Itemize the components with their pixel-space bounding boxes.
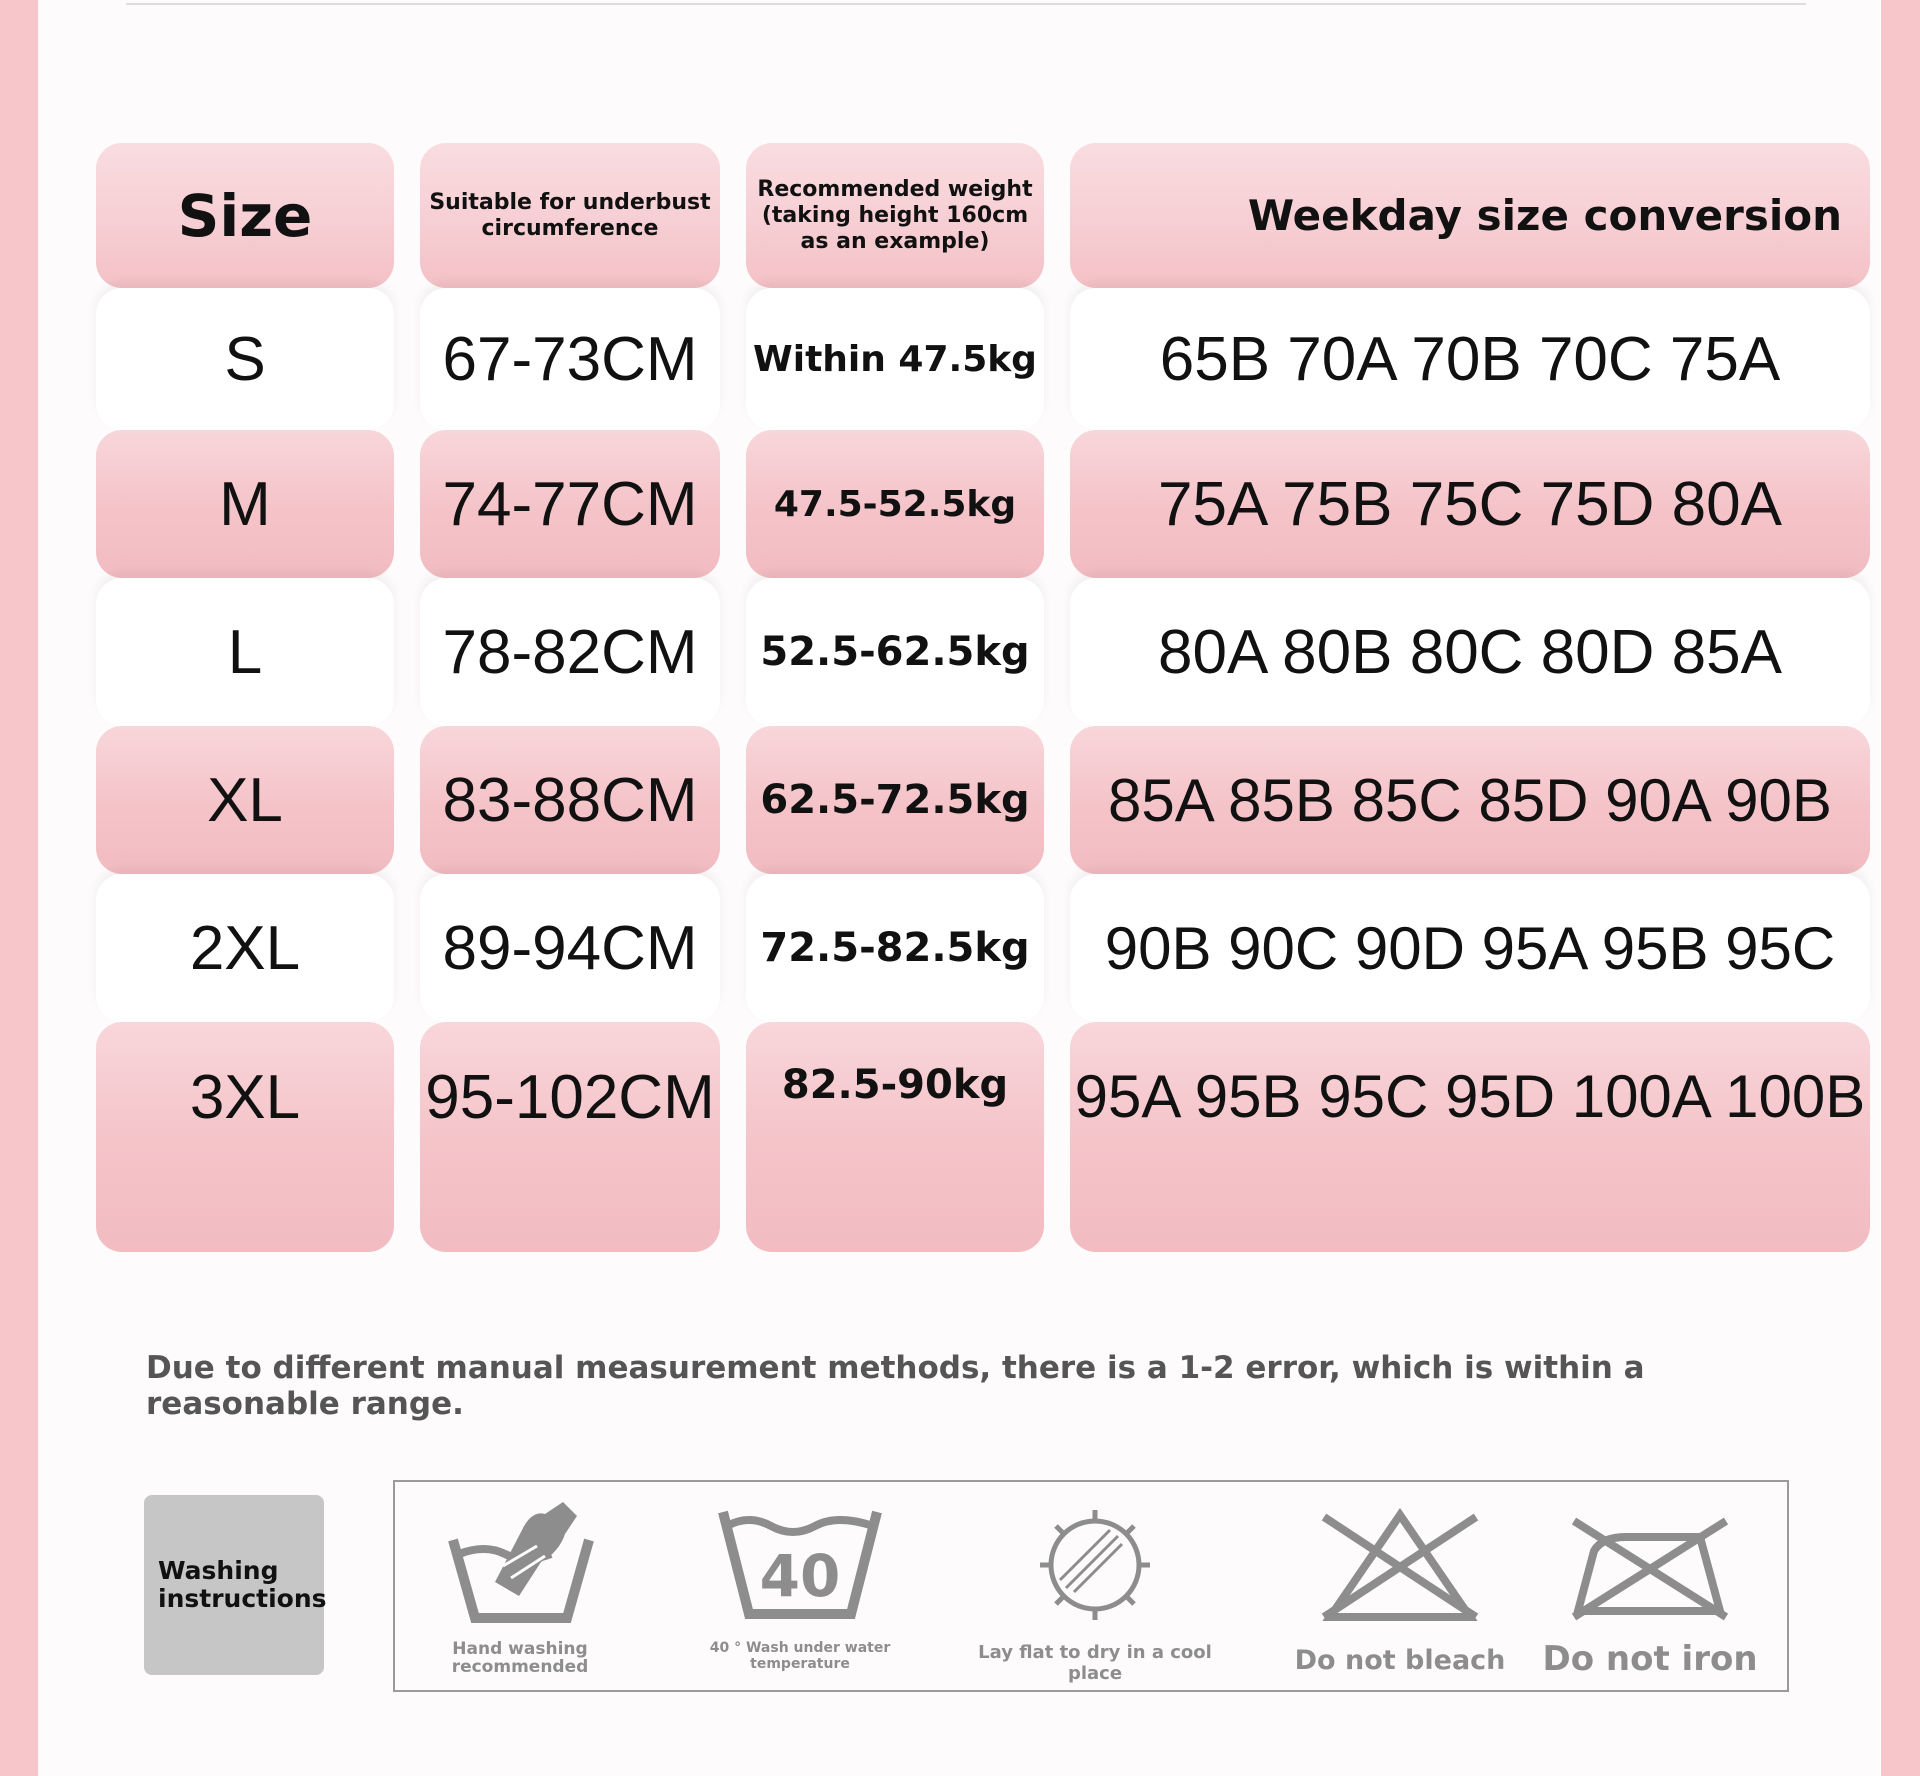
header-weight: Recommended weight (taking height 160cm as an example) xyxy=(746,143,1044,288)
care-symbol-no-iron xyxy=(1530,1507,1770,1679)
row-l-underbust: 78-82CM xyxy=(420,578,720,726)
row-xl-weight: 62.5-72.5kg xyxy=(746,726,1044,874)
no-iron-icon xyxy=(1570,1507,1730,1627)
row-3xl-underbust: 95-102CM xyxy=(420,1022,720,1252)
size-table xyxy=(96,143,1896,1252)
care-symbol-hand-wash xyxy=(435,1492,605,1676)
washing-instructions-tag xyxy=(144,1495,327,1675)
care-symbol-no-bleach xyxy=(1290,1507,1510,1676)
no-bleach-icon xyxy=(1320,1507,1480,1627)
row-s-underbust: 67-73CM xyxy=(420,288,720,430)
washing-title: Washing instructions xyxy=(158,1556,327,1613)
row-s-conversion: 65B 70A 70B 70C 75A xyxy=(1070,288,1870,430)
row-s-weight: Within 47.5kg xyxy=(746,288,1044,430)
row-xl-conversion: 85A 85B 85C 85D 90A 90B xyxy=(1070,726,1870,874)
hand-wash-label: Hand washing recommended xyxy=(451,1639,589,1677)
header-conversion: Weekday size conversion xyxy=(1070,143,1870,288)
header-size: Size xyxy=(96,143,394,288)
row-2xl-weight: 72.5-82.5kg xyxy=(746,874,1044,1022)
row-2xl-conversion: 90B 90C 90D 95A 95B 95C xyxy=(1070,874,1870,1022)
care-symbol-dry-flat xyxy=(955,1500,1235,1684)
row-m-underbust: 74-77CM xyxy=(420,430,720,578)
wash-40-icon xyxy=(715,1502,885,1632)
header-underbust: Suitable for underbust circumference xyxy=(420,143,720,288)
top-divider xyxy=(126,3,1806,5)
care-symbol-wash-40 xyxy=(700,1502,900,1672)
row-2xl-underbust: 89-94CM xyxy=(420,874,720,1022)
care-symbols-box xyxy=(393,1480,1789,1692)
row-3xl-conversion: 95A 95B 95C 95D 100A 100B xyxy=(1070,1022,1870,1252)
row-l-conversion: 80A 80B 80C 80D 85A xyxy=(1070,578,1870,726)
row-s-size: S xyxy=(96,288,394,430)
row-3xl-weight: 82.5-90kg xyxy=(746,1022,1044,1252)
row-xl-underbust: 83-88CM xyxy=(420,726,720,874)
measurement-note: Due to different manual measurement methods, there is a 1-2 error, which is within a reasonable range. xyxy=(146,1350,1645,1422)
wash-temperature: 40 xyxy=(759,1542,841,1610)
dry-flat-label: Lay flat to dry in a cool place xyxy=(978,1642,1212,1684)
hand-wash-icon xyxy=(445,1492,595,1632)
row-xl-size: XL xyxy=(96,726,394,874)
row-m-weight: 47.5-52.5kg xyxy=(746,430,1044,578)
wash-40-label: 40 ° Wash under water temperature xyxy=(709,1640,891,1672)
dry-flat-shade-icon xyxy=(1030,1500,1160,1630)
no-bleach-label: Do not bleach xyxy=(1294,1645,1506,1676)
size-chart-page xyxy=(38,0,1881,1776)
row-l-size: L xyxy=(96,578,394,726)
row-m-conversion: 75A 75B 75C 75D 80A xyxy=(1070,430,1870,578)
row-m-size: M xyxy=(96,430,394,578)
no-iron-label: Do not iron xyxy=(1542,1639,1758,1679)
row-l-weight: 52.5-62.5kg xyxy=(746,578,1044,726)
row-2xl-size: 2XL xyxy=(96,874,394,1022)
row-3xl-size: 3XL xyxy=(96,1022,394,1252)
